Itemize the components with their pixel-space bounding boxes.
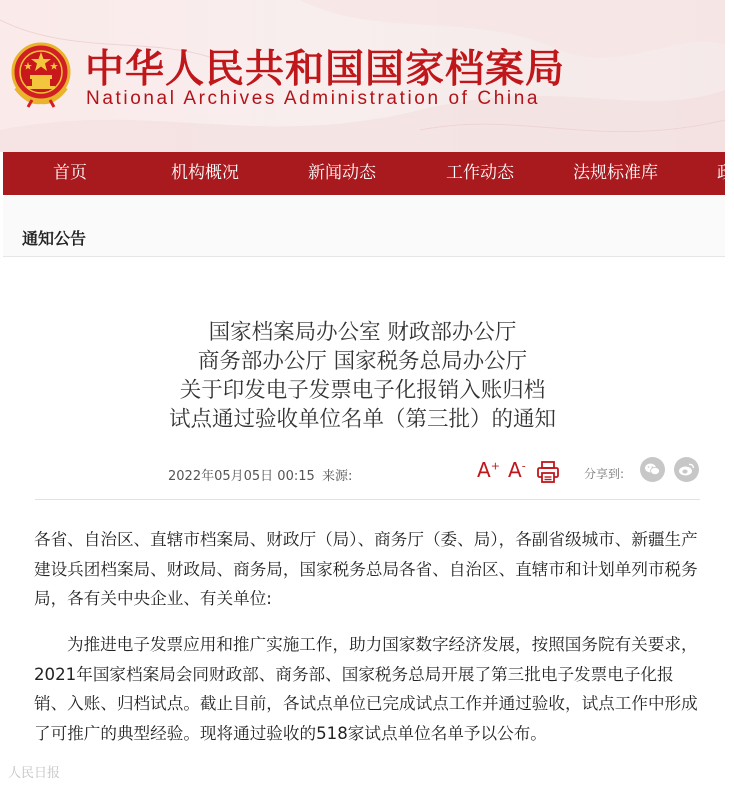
source-label: 来源: — [322, 469, 353, 484]
font-decrease-sup: - — [521, 459, 526, 473]
font-decrease-button[interactable] — [508, 458, 526, 482]
print-icon[interactable] — [536, 460, 560, 484]
share-label: 分享到: — [584, 467, 625, 481]
national-emblem-icon[interactable] — [8, 40, 74, 108]
article-title-line: 商务部办公厅 国家税务总局办公厅 — [197, 349, 528, 374]
article-title-line: 国家档案局办公室 财政部办公厅 — [208, 320, 517, 345]
site-title-cn[interactable]: 中华人民共和国国家档案局 — [85, 47, 566, 92]
section-title[interactable]: 通知公告 — [22, 229, 87, 248]
nav-item-policy[interactable]: 政 — [717, 163, 734, 183]
font-increase-button[interactable] — [477, 458, 500, 482]
nav-item-work[interactable]: 工作动态 — [446, 163, 514, 183]
site-title-en[interactable]: National Archives Administration of China — [86, 88, 541, 109]
article-paragraph: 各省、自治区、直辖市档案局、财政厅（局）、商务厅（委、局），各副省级城市、新疆生产建设兵团档案局、财政局、商务局，国家税务总局各省、自治区、直辖市和计划单列市税务局，各有关中央企业、有关单位: — [34, 530, 698, 608]
wechat-share-button[interactable] — [640, 457, 665, 482]
meta-divider — [35, 499, 700, 500]
weibo-share-button[interactable] — [674, 457, 699, 482]
weibo-icon — [674, 457, 699, 482]
main-nav — [3, 152, 734, 195]
watermark: 人民日报 — [8, 766, 61, 781]
article-title — [0, 318, 725, 434]
font-increase-label: A — [477, 458, 491, 482]
article-paragraph: 为推进电子发票应用和推广实施工作，助力国家数字经济发展，按照国务院有关要求，2021年国家档案局会同财政部、商务部、国家税务总局开展了第三批电子发票电子化报销、入账、归档试点。截止目前，各试点单位已完成试点工作并通过验收，试点工作中形成了可推广的典型经验。现将通过验收的518家试点单位名单予以公布。 — [34, 635, 698, 743]
wechat-icon — [640, 457, 665, 482]
section-bar — [3, 196, 725, 257]
nav-item-organization[interactable]: 机构概况 — [171, 163, 239, 183]
article-title-line: 试点通过验收单位名单（第三批）的通知 — [168, 407, 556, 432]
article-title-line: 关于印发电子发票电子化报销入账归档 — [179, 378, 546, 403]
nav-item-home[interactable]: 首页 — [53, 163, 87, 183]
font-increase-sup: + — [490, 459, 500, 473]
nav-item-regulations[interactable]: 法规标准库 — [573, 163, 658, 183]
nav-item-news[interactable]: 新闻动态 — [308, 163, 376, 183]
font-decrease-label: A — [508, 458, 522, 482]
publish-date: 2022年05月05日 00:15 — [168, 469, 315, 484]
site-header — [0, 0, 725, 152]
